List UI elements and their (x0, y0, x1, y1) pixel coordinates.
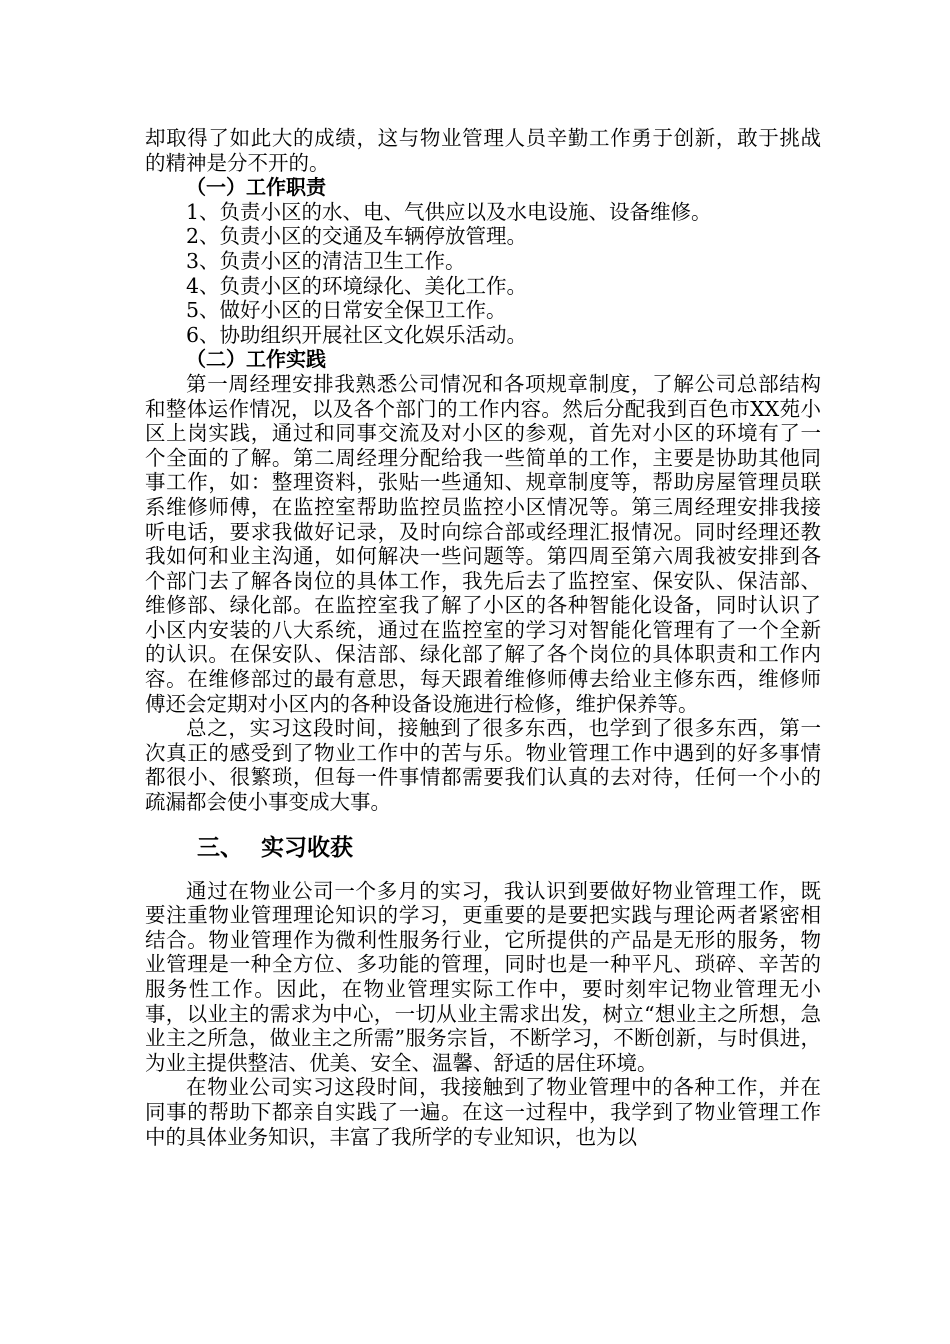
practice-paragraph: 第一周经理安排我熟悉公司情况和各项规章制度，了解公司总部结构和整体运作情况，以及各个部门的工作内容。然后分配我到百色市XX苑小区上岗实践，通过和同事交流及对小区的参观，首先对小区的环境有了一个全面的了解。第二周经理分配给我一些简单的工作，主要是协助其他同事工作，如：整理资料，张贴一些通知、规章制度等，帮助房屋管理员联系维修师傅，在监控室帮助监控员监控小区情况等。第三周经理安排我接听电话，要求我做好记录，及时向综合部或经理汇报情况。同时经理还教我如何和业主沟通，如何解决一些问题等。第四周至第六周我被安排到各个部门去了解各岗位的具体工作，我先后去了监控室、保安队、保洁部、维修部、绿化部。在监控室我了解了小区的各种智能化设备，同时认识了小区内安装的八大系统，通过在监控室的学习对智能化管理有了一个全新的认识。在保安队、保洁部、绿化部了解了各个岗位的具体职责和工作内容。在维修部过的最有意思，每天跟着维修师傅去给业主修东西，维修师傅还会定期对小区内的各种设备设施进行检修，维护保养等。 (145, 371, 821, 716)
list-item: 5、做好小区的日常安全保卫工作。 (186, 298, 507, 323)
intro-paragraph: 却取得了如此大的成绩，这与物业管理人员辛勤工作勇于创新，敢于挑战的精神是分不开的。 (145, 126, 821, 175)
section-title: 实习收获 (261, 834, 353, 861)
section-heading-duties: （一）工作职责 (186, 175, 326, 200)
document-body (145, 126, 821, 1149)
gains-paragraph: 在物业公司实习这段时间，我接触到了物业管理中的各种工作，并在同事的帮助下都亲自实践了一遍。在这一过程中，我学到了物业管理工作中的具体业务知识，丰富了我所学的专业知识，也为以 (145, 1075, 821, 1149)
section-number: 三、 (197, 834, 243, 861)
duties-list (145, 200, 821, 348)
list-item: 3、负责小区的清洁卫生工作。 (186, 248, 466, 273)
list-item: 1、负责小区的水、电、气供应以及水电设施、设备维修。 (186, 199, 712, 224)
section-heading-gains (145, 833, 821, 863)
gains-paragraph: 通过在物业公司一个多月的实习，我认识到要做好物业管理工作，既要注重物业管理理论知识的学习，更重要的是要把实践与理论两者紧密相结合。物业管理作为微利性服务行业，它所提供的产品是无形的服务，物业管理是一种全方位、多功能的管理，同时也是一种平凡、琐碎、辛苦的服务性工作。因此，在物业管理实际工作中，要时刻牢记物业管理无小事，以业主的需求为中心，一切从业主需求出发，树立“想业主之所想，急业主之所急，做业主之所需”服务宗旨，不断学习，不断创新，与时俱进，为业主提供整洁、优美、安全、温馨、舒适的居住环境。 (145, 878, 821, 1075)
section-heading-practice: （二）工作实践 (186, 347, 326, 372)
list-item: 6、协助组织开展社区文化娱乐活动。 (186, 322, 528, 347)
practice-summary-paragraph: 总之，实习这段时间，接触到了很多东西，也学到了很多东西，第一次真正的感受到了物业工作中的苦与乐。物业管理工作中遇到的好多事情都很小、很繁琐，但每一件事情都需要我们认真的去对待，任何一个小的疏漏都会使小事变成大事。 (145, 716, 821, 815)
list-item: 4、负责小区的环境绿化、美化工作。 (186, 273, 528, 298)
list-item: 2、负责小区的交通及车辆停放管理。 (186, 224, 528, 249)
